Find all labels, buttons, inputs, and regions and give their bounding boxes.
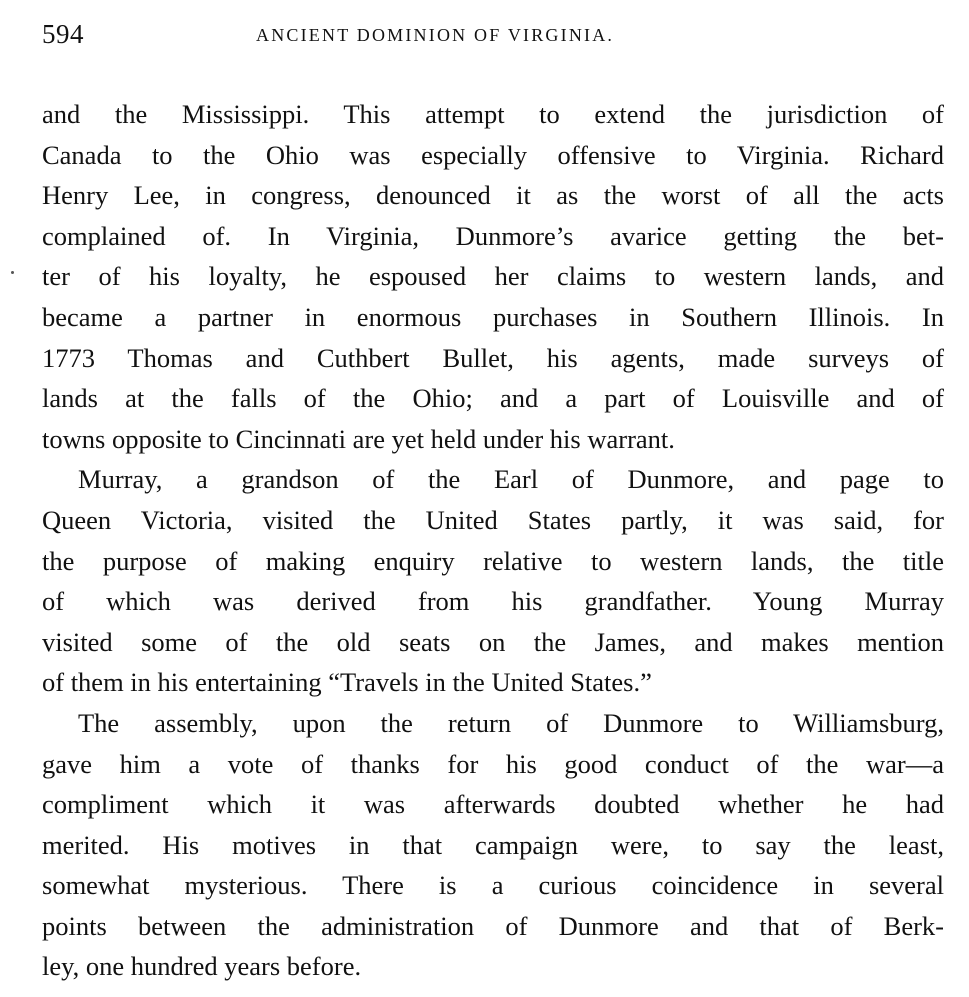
page-number: 594 xyxy=(42,19,84,49)
text-line: compliment which it was afterwards doubted whether he had xyxy=(42,789,944,820)
paragraph-2 xyxy=(42,459,944,703)
running-title: ANCIENT DOMINION OF VIRGINIA. xyxy=(256,25,615,45)
text-line: The assembly, upon the return of Dunmore to Williamsburg, xyxy=(78,707,944,738)
text-line: Henry Lee, in congress, denounced it as the worst of all the acts xyxy=(42,180,944,211)
text-line: somewhat mysterious. There is a curious coincidence in several xyxy=(42,870,944,901)
text-line: the purpose of making enquiry relative to western lands, the title xyxy=(42,545,944,576)
text-line: ter of his loyalty, he espoused her claims to western lands, and xyxy=(42,261,944,292)
text-line: points between the administration of Dunmore and that of Berk- xyxy=(42,910,944,941)
margin-speck xyxy=(11,271,14,274)
text-line: became a partner in enormous purchases in Southern Illinois. In xyxy=(42,301,944,332)
body-text xyxy=(42,94,944,987)
text-line: of them in his entertaining “Travels in the United States.” xyxy=(42,667,652,698)
text-line: Canada to the Ohio was especially offensive to Virginia. Richard xyxy=(42,139,944,170)
text-line: ley, one hundred years before. xyxy=(42,951,362,982)
text-line: towns opposite to Cincinnati are yet held under his warrant. xyxy=(42,423,675,454)
text-line: merited. His motives in that campaign were, to say the least, xyxy=(42,829,944,860)
paragraph-3 xyxy=(42,703,944,987)
text-line: 1773 Thomas and Cuthbert Bullet, his agents, made surveys of xyxy=(42,342,944,373)
text-line: Murray, a grandson of the Earl of Dunmore, and page to xyxy=(78,464,944,495)
text-line: and the Mississippi. This attempt to extend the jurisdiction of xyxy=(42,99,944,129)
book-page xyxy=(42,16,944,987)
text-line: lands at the falls of the Ohio; and a part of Louisville and of xyxy=(42,383,944,414)
paragraph-1 xyxy=(42,94,944,459)
page-header xyxy=(42,16,944,56)
text-line: gave him a vote of thanks for his good conduct of the war—a xyxy=(42,748,944,779)
text-line: visited some of the old seats on the James, and makes mention xyxy=(42,626,944,657)
text-line: of which was derived from his grandfather. Young Murray xyxy=(42,586,944,617)
text-line: complained of. In Virginia, Dunmore’s avarice getting the bet- xyxy=(42,220,944,251)
text-line: Queen Victoria, visited the United States partly, it was said, for xyxy=(42,504,944,535)
